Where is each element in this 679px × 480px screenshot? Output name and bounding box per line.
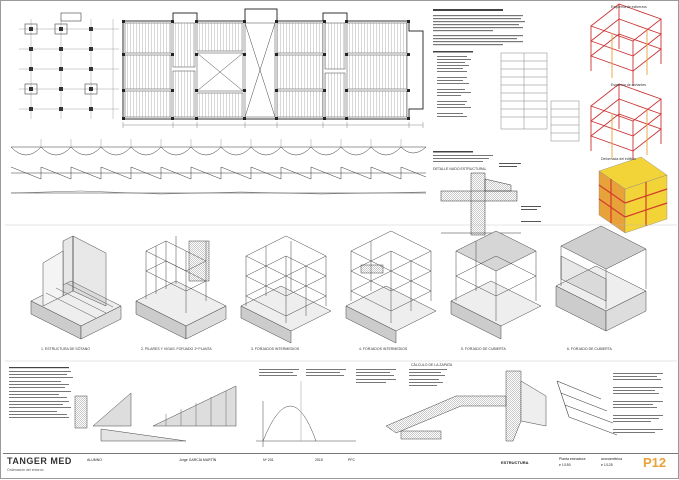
moment-graph	[256, 369, 396, 447]
scale-note-1: Planta estructura	[559, 457, 586, 461]
axonometric-2	[136, 236, 226, 339]
group-number: Nº 201	[263, 458, 274, 462]
caption-detail: DETALLE NUDO ESTRUCTURAL	[433, 167, 487, 171]
axonometric-1	[31, 236, 121, 339]
logo-subtitle: Ordenación del entorno	[7, 468, 44, 472]
caption-axo-4: 4. FORJADOS INTERMEDIOS	[359, 347, 408, 351]
scale-note-2: e 1/150	[559, 463, 571, 467]
fem-model-3	[599, 157, 667, 233]
beam-diagrams	[11, 139, 426, 194]
area-label: ESTRUCTURA	[501, 460, 529, 465]
author-name: Jorge GARCÍA MARTÍN	[179, 458, 217, 462]
structural-plan	[122, 9, 423, 128]
logo-title: TANGER MED	[7, 456, 72, 466]
caption-fem-3: Deformada del edificio	[601, 157, 636, 161]
fem-model-1	[591, 4, 661, 86]
footing-section	[386, 369, 506, 439]
caption-fem-2: Esquema de cortantes	[611, 83, 647, 87]
retaining-wall-detail	[506, 371, 546, 441]
node-detail	[441, 163, 541, 235]
fem-model-2	[591, 84, 661, 166]
caption-axo-1: 1. ESTRUCTURA DE SÓTANO	[41, 347, 90, 351]
load-diagrams	[75, 386, 236, 441]
axonometric-5	[451, 231, 541, 339]
axon-note-2: e 1/125	[601, 463, 613, 467]
axonometric-4	[346, 231, 436, 343]
notes-text-block	[433, 9, 579, 162]
caption-axo-6: 6. FORJADO DE CUBIERTA	[567, 347, 612, 351]
calc-text	[9, 367, 73, 418]
caption-axo-3: 3. FORJADOS INTERMEDIOS	[251, 347, 300, 351]
axonometric-6	[556, 226, 646, 331]
axonometric-3	[241, 236, 331, 343]
year-label: 2015	[315, 458, 323, 462]
caption-calc: CÁLCULO DE LA ZAPATA	[411, 363, 453, 367]
foundation-plan	[19, 13, 119, 119]
caption-axo-2: 2. PILARES Y VIGAS. FORJADO 1ª PLANTA	[141, 347, 212, 351]
reinforcement-details	[557, 373, 663, 435]
course-label: PFC	[348, 458, 355, 462]
caption-fem-1: Esquema de esfuerzos	[611, 5, 647, 9]
axon-note-1: axonométrica	[601, 457, 623, 461]
sheet-code: P12	[643, 455, 667, 470]
caption-axo-5: 5. FORJADO DE CUBIERTA	[461, 347, 506, 351]
title-block	[3, 453, 678, 478]
project-label: ALUMNO	[87, 458, 102, 462]
sheet-drawing	[1, 1, 679, 480]
